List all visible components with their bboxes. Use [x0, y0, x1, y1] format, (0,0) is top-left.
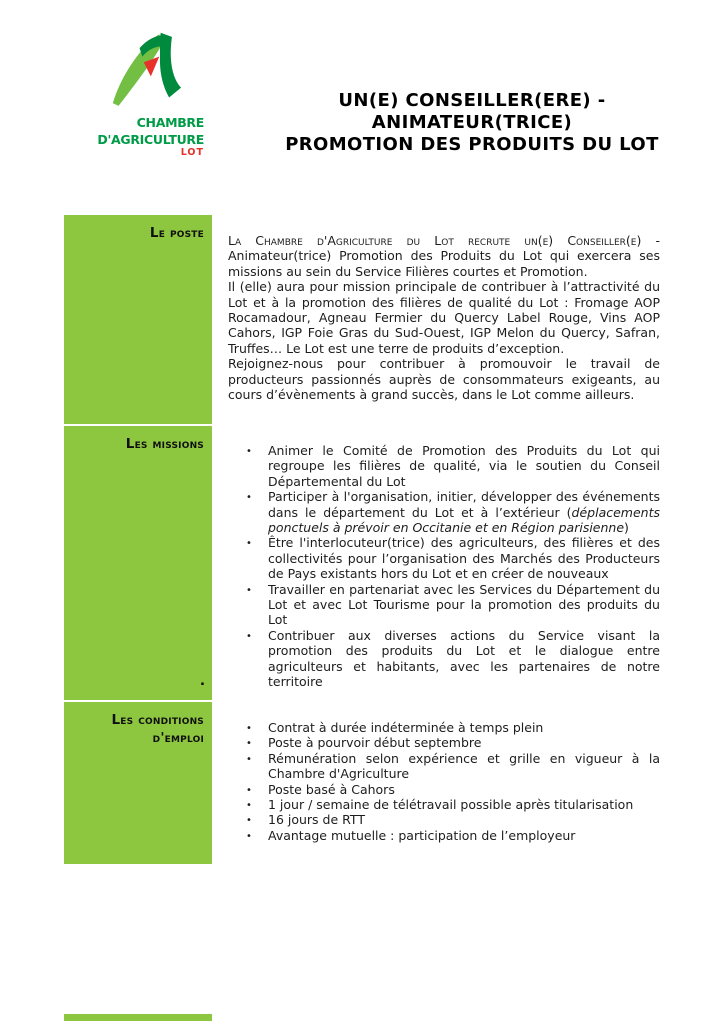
bullet-icon [246, 813, 252, 828]
chambre-agriculture-logo-icon [110, 26, 186, 114]
bullet-icon [246, 490, 252, 505]
mission-text: Contribuer aux diverses actions du Service visant la promotion des produits du Lot et le dialogue entre agriculteurs et habitants, avec les partenaires de notre territoire [268, 627, 660, 690]
missions-text [228, 443, 660, 690]
mission-text: Être l'interlocuteur(trice) des agriculteurs, des filières et des collectivités pour l’organisation des Marchés des Producteurs de Pays existants hors du Lot et en créer de nouveaux [268, 535, 660, 582]
poste-lead-smallcaps: La Chambre d'Agriculture du Lot recrute un(e) Conseiller(e) - [228, 233, 660, 248]
condition-text: Contrat à durée indéterminée à temps plein [268, 720, 544, 735]
bullet-icon [246, 798, 252, 813]
condition-item [228, 782, 660, 797]
title-line-1: UN(E) CONSEILLER(ERE) - [338, 90, 606, 111]
mission-item [228, 535, 660, 581]
section-label-missions: Les missions [125, 436, 204, 452]
bullet-icon [246, 721, 252, 736]
bullet-icon [246, 583, 252, 598]
condition-text: Poste à pourvoir début septembre [268, 735, 482, 751]
condition-text: Rémunération selon expérience et grille en vigueur à la Chambre d'Agriculture [268, 750, 660, 782]
section-band-missions [64, 426, 212, 700]
logo-text-agriculture: D'AGRICULTURE [97, 131, 204, 147]
bullet-icon [246, 444, 252, 459]
condition-item [228, 828, 660, 843]
condition-item [228, 720, 660, 735]
conditions-list [228, 720, 660, 843]
section-label-conditions-line2: d'emploi [152, 730, 204, 746]
conditions-text [228, 720, 660, 843]
poste-lead-rest: Animateur(trice) Promotion des Produits du Lot qui exercera ses missions au sein du Service Filières courtes et Promotion. [228, 248, 660, 279]
condition-item [228, 751, 660, 782]
mission-text-post: ) [624, 520, 629, 536]
condition-item [228, 797, 660, 812]
bullet-icon [246, 783, 252, 798]
section-label-conditions-line1: Les conditions [111, 712, 204, 728]
condition-text: 16 jours de RTT [268, 812, 365, 828]
logo-text-chambre: CHAMBRE [136, 115, 204, 130]
section-label-poste: Le poste [149, 225, 204, 241]
page-title [250, 90, 694, 156]
mission-text: Travailler en partenariat avec les Services du Département du Lot et avec Lot Tourisme pour la promotion des produits du Lot [268, 581, 660, 628]
condition-text: Poste basé à Cahors [268, 781, 395, 797]
title-line-2: ANIMATEUR(TRICE) [371, 112, 573, 133]
poste-paragraph-1 [228, 233, 660, 279]
mission-text: Participer à l'organisation, initier, développer des événements dans le département du Lot et à l’extérieur ( [268, 489, 660, 520]
mission-text: Animer le Comité de Promotion des Produits du Lot qui regroupe les filières de qualité, via le soutien du Conseil Départemental du Lot [268, 443, 660, 489]
section-label-conditions [64, 702, 212, 747]
next-section-band-cutoff [64, 1014, 212, 1021]
title-line-3: PROMOTION DES PRODUITS DU LOT [285, 134, 659, 155]
logo-text-lot: LOT [180, 147, 204, 158]
logo [96, 26, 204, 159]
mission-item [228, 489, 660, 535]
mission-item [228, 582, 660, 628]
condition-item [228, 812, 660, 827]
bullet-icon [246, 752, 252, 767]
mission-item [228, 628, 660, 690]
poste-paragraph-2: Il (elle) aura pour mission principale de contribuer à l’attractivité du Lot et à la promotion des filières de qualité du Lot : Fromage AOP Rocamadour, Agneau Fermier du Quercy Label Rouge, Vins AOP Cahors, IGP Foie Gras du Sud-Ouest, IGP Melon du Quercy, Safran, Truffes… Le Lot est une terre de produits d’exception. [228, 279, 660, 356]
poste-text [228, 233, 660, 402]
condition-text: Avantage mutuelle : participation de l’employeur [268, 827, 576, 843]
stray-bullet-mark: . [200, 674, 205, 689]
bullet-icon [246, 829, 252, 844]
mission-item [228, 443, 660, 489]
missions-list [228, 443, 660, 690]
condition-text: 1 jour / semaine de télétravail possible après titularisation [268, 797, 634, 813]
bullet-icon [246, 629, 252, 644]
poste-paragraph-3: Rejoignez-nous pour contribuer à promouvoir le travail de producteurs passionnés auprès de consommateurs exigeants, au cours d’évènements à grand succès, dans le Lot comme ailleurs. [228, 356, 660, 403]
bullet-icon [246, 736, 252, 751]
bullet-icon [246, 536, 252, 551]
mission-text-italic: déplacements ponctuels à prévoir en Occitanie et en Région parisienne [268, 504, 660, 536]
section-band-conditions [64, 702, 212, 864]
section-band-poste [64, 215, 212, 424]
condition-item [228, 735, 660, 750]
